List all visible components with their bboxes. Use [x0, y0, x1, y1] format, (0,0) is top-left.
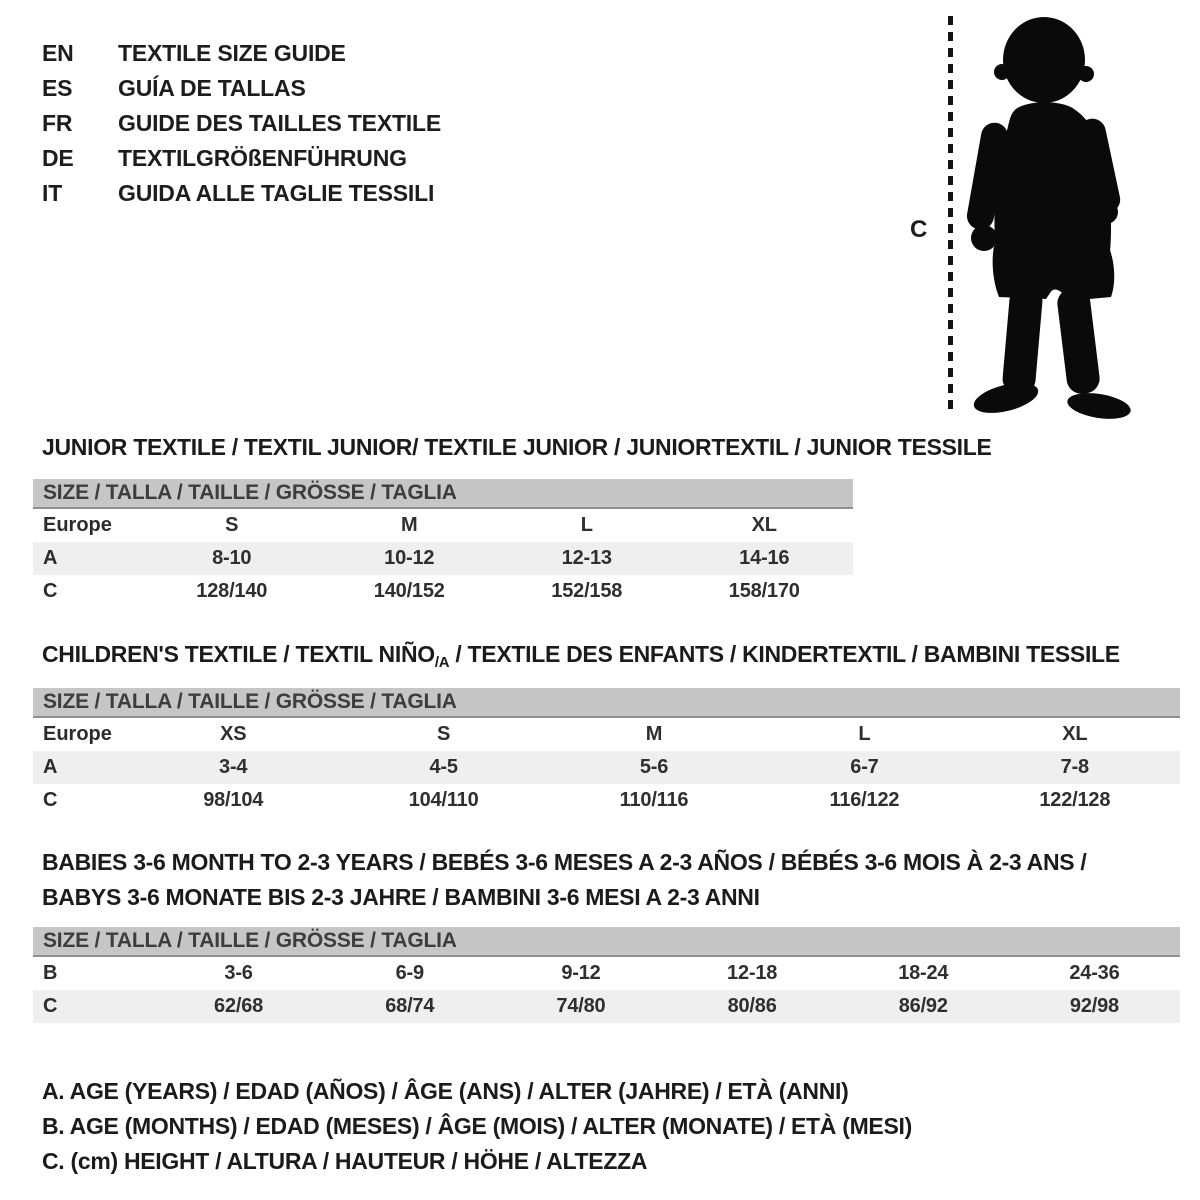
- size-table-header: SIZE / TALLA / TAILLE / GRÖSSE / TAGLIA: [33, 479, 853, 509]
- language-title: GUIDA ALLE TAGLIE TESSILI: [118, 180, 435, 206]
- row-label: B: [43, 962, 58, 984]
- language-row: [42, 141, 441, 176]
- legend-line-a: A. AGE (YEARS) / EDAD (AÑOS) / ÂGE (ANS) / ALTER (JAHRE) / ETÀ (ANNI): [42, 1078, 849, 1104]
- size-cell: 24-36: [1069, 962, 1120, 984]
- size-cell: 80/86: [727, 995, 777, 1017]
- size-cell: 10-12: [384, 547, 435, 569]
- size-cell: 9-12: [561, 962, 601, 984]
- table-row: [33, 751, 1180, 784]
- size-table-junior: [33, 479, 853, 608]
- size-cell: L: [858, 723, 871, 745]
- section-title-children: [42, 641, 1120, 671]
- size-cell: 18-24: [898, 962, 949, 984]
- height-label: C: [910, 216, 928, 243]
- size-cell: 98/104: [203, 789, 264, 811]
- row-label: A: [43, 756, 58, 778]
- size-cell: S: [437, 723, 451, 745]
- table-row: [33, 784, 1180, 817]
- section-title-babies-line2: BABYS 3-6 MONATE BIS 2-3 JAHRE / BAMBINI 3-6 MESI A 2-3 ANNI: [42, 884, 760, 910]
- size-cell: 62/68: [214, 995, 264, 1017]
- size-cell: 6-7: [850, 756, 879, 778]
- language-code: FR: [42, 110, 73, 136]
- language-title: TEXTILGRÖßENFÜHRUNG: [118, 145, 407, 171]
- size-cell: 4-5: [429, 756, 458, 778]
- size-cell: 92/98: [1069, 995, 1119, 1017]
- section-title-part: / TEXTILE DES ENFANTS / KINDERTEXTIL / BAMBINI TESSILE: [449, 641, 1120, 667]
- size-cell: 14-16: [739, 547, 790, 569]
- size-cell: 3-4: [219, 756, 248, 778]
- table-row: [33, 990, 1180, 1023]
- size-cell: 152/158: [551, 580, 623, 602]
- language-row: [42, 106, 441, 141]
- size-cell: M: [645, 723, 663, 745]
- size-cell: 5-6: [639, 756, 669, 778]
- row-label: Europe: [43, 723, 112, 745]
- legend: [42, 1074, 912, 1179]
- size-table-children: [33, 688, 1180, 817]
- language-code: IT: [42, 180, 63, 206]
- size-cell: XL: [751, 514, 777, 536]
- size-cell: 8-10: [212, 547, 252, 569]
- language-code: EN: [42, 40, 74, 66]
- size-cell: XS: [220, 723, 247, 745]
- language-header: [42, 36, 441, 211]
- size-cell: M: [401, 514, 418, 536]
- language-title: TEXTILE SIZE GUIDE: [118, 40, 346, 66]
- size-cell: 3-6: [224, 962, 253, 984]
- size-cell: 6-9: [395, 962, 424, 984]
- table-row: [33, 957, 1180, 990]
- size-cell: XL: [1062, 723, 1088, 745]
- row-label: C: [43, 789, 58, 811]
- row-label: C: [43, 580, 58, 602]
- height-figure: [900, 0, 1200, 430]
- table-row: [33, 575, 853, 608]
- language-code: DE: [42, 145, 74, 171]
- size-cell: 86/92: [898, 995, 948, 1017]
- size-cell: 140/152: [373, 580, 445, 602]
- legend-line-b: B. AGE (MONTHS) / EDAD (MESES) / ÂGE (MOIS) / ALTER (MONATE) / ETÀ (MESI): [42, 1113, 912, 1139]
- language-row: [42, 71, 441, 106]
- size-cell: 68/74: [385, 995, 435, 1017]
- size-cell: 128/140: [196, 580, 268, 602]
- row-label: Europe: [43, 514, 112, 536]
- language-code: ES: [42, 75, 73, 101]
- size-table-header: SIZE / TALLA / TAILLE / GRÖSSE / TAGLIA: [33, 688, 1180, 718]
- size-cell: 158/170: [728, 580, 800, 602]
- size-cell: 7-8: [1060, 756, 1089, 778]
- section-title-junior: JUNIOR TEXTILE / TEXTIL JUNIOR/ TEXTILE JUNIOR / JUNIORTEXTIL / JUNIOR TESSILE: [42, 434, 992, 460]
- size-table-header: SIZE / TALLA / TAILLE / GRÖSSE / TAGLIA: [33, 927, 1180, 957]
- table-row: [33, 509, 853, 542]
- table-row: [33, 718, 1180, 751]
- size-cell: 110/116: [619, 789, 689, 811]
- row-label: A: [43, 547, 58, 569]
- size-table-babies: [33, 927, 1180, 1023]
- size-cell: 104/110: [408, 789, 479, 811]
- baby-silhouette-icon: [964, 14, 1139, 419]
- language-row: [42, 176, 441, 211]
- language-title: GUIDE DES TAILLES TEXTILE: [118, 110, 441, 136]
- height-dashed-line: [948, 16, 953, 416]
- language-row: [42, 36, 441, 71]
- section-title-babies-line1: BABIES 3-6 MONTH TO 2-3 YEARS / BEBÉS 3-6 MESES A 2-3 AÑOS / BÉBÉS 3-6 MOIS À 2-3 ANS /: [42, 849, 1087, 875]
- section-title-part: CHILDREN'S TEXTILE / TEXTIL NIÑO: [42, 641, 435, 667]
- size-cell: S: [225, 514, 239, 536]
- legend-line-c: C. (cm) HEIGHT / ALTURA / HAUTEUR / HÖHE / ALTEZZA: [42, 1148, 648, 1174]
- size-cell: 12-13: [561, 547, 612, 569]
- size-cell: 12-18: [727, 962, 778, 984]
- table-row: [33, 542, 853, 575]
- section-title-subscript: /A: [434, 654, 450, 671]
- size-cell: 122/128: [1039, 789, 1111, 811]
- row-label: C: [43, 995, 58, 1017]
- size-cell: 74/80: [556, 995, 606, 1017]
- size-cell: L: [580, 514, 593, 536]
- language-title: GUÍA DE TALLAS: [118, 75, 306, 101]
- size-cell: 116/122: [829, 789, 900, 811]
